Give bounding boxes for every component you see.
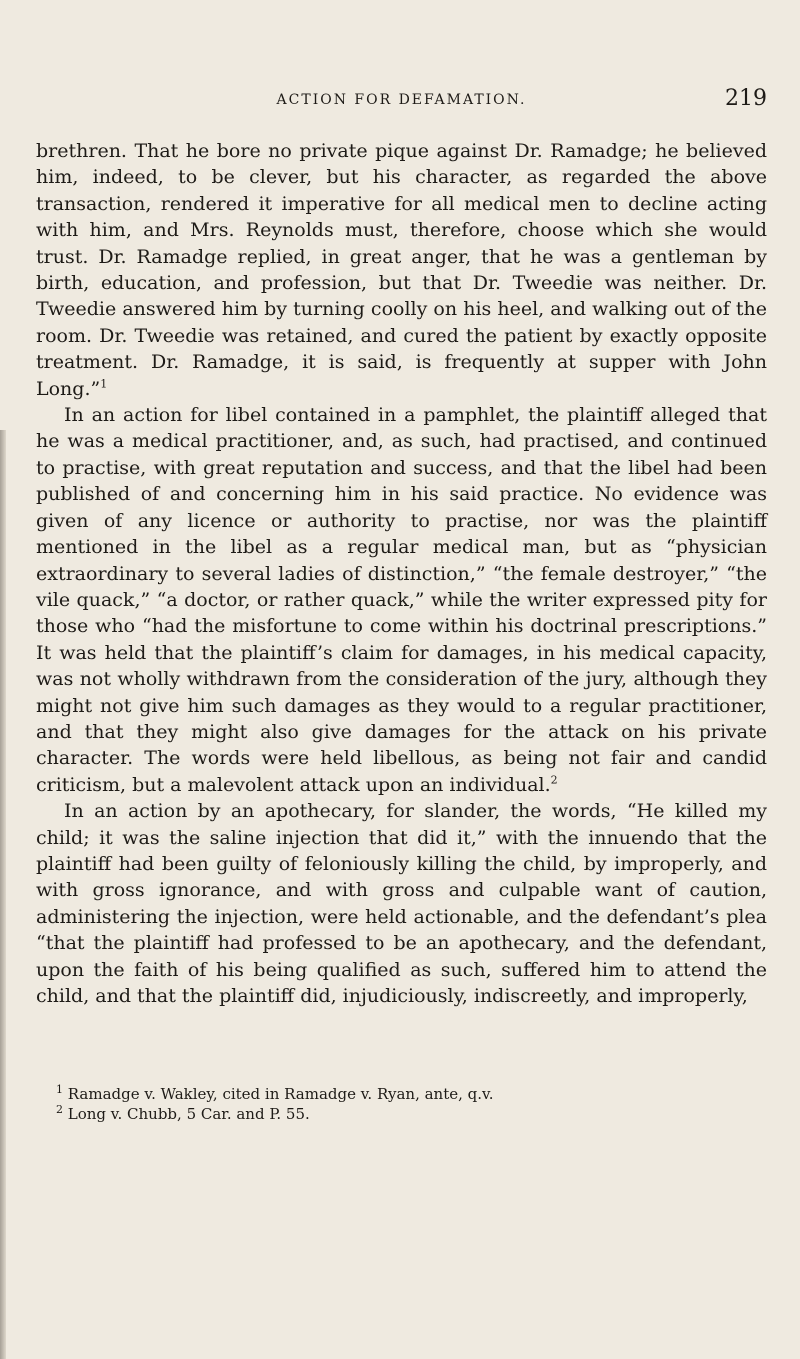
body-text xyxy=(36,138,767,1009)
paragraph-3 xyxy=(36,798,767,1009)
paragraph-1 xyxy=(36,138,767,402)
page-number: 219 xyxy=(725,86,767,111)
footnote-1 xyxy=(36,1084,767,1104)
footnote-2-mark: 2 xyxy=(56,1103,63,1116)
paragraph-2-text: In an action for libel contained in a pamphlet, the plaintiff alleged that he was a medical practitioner, and, as such, had practised, and continued to practise, with great reputation and success, and that the libel had been published of and concerning him in his said practice. No evidence was given of any licence or authority to practise, nor was the plaintiff mentioned in the libel as a regular medical man, but as “physician extraordinary to several ladies of distinction,” “the female destroyer,” “the vile quack,” “a doctor, or rather quack,” while the writer expressed pity for those who “had the misfortune to come within his doctrinal prescriptions.” It was held that the plaintiff’s claim for damages, in his medical capacity, was not wholly withdrawn from the consideration of the jury, although they might not give him such damages as they would to a regular practitioner, and that they might also give damages for the attack on his private character. The words were held libellous, as being not fair and candid criticism, but a malevolent attack upon an individual. xyxy=(36,404,767,796)
footnote-2 xyxy=(36,1104,767,1124)
footnote-2-text: Long v. Chubb, 5 Car. and P. 55. xyxy=(67,1105,310,1123)
footnote-ref-2: 2 xyxy=(550,773,558,787)
paragraph-2 xyxy=(36,402,767,798)
footnote-1-text: Ramadge v. Wakley, cited in Ramadge v. Ryan, ante, q.v. xyxy=(67,1085,494,1103)
footnote-ref-1: 1 xyxy=(100,377,108,391)
running-title: ACTION FOR DEFAMATION. xyxy=(276,92,527,108)
paragraph-3-text: In an action by an apothecary, for slander, the words, “He killed my child; it was the saline injection that did it,” with the innuendo that the plaintiff had been guilty of feloniously killing the child, by improperly, and with gross ignorance, and with gross and culpable want of caution, administering the injection, were held actionable, and the defendant’s plea “that the plaintiff had professed to be an apothecary, and the defendant, upon the faith of his being qualified as such, suffered him to attend the child, and that the plaintiff did, injudiciously, indiscreetly, and improperly, xyxy=(36,800,767,1007)
scan-edge-shadow xyxy=(0,430,6,1359)
footnotes xyxy=(36,1084,767,1124)
page-header xyxy=(36,86,767,120)
paragraph-1-text: brethren. That he bore no private pique against Dr. Ramadge; he believed him, indeed, to be clever, but his character, as regarded the above transaction, rendered it imperative for all medical men to decline acting with him, and Mrs. Reynolds must, therefore, choose which she would trust. Dr. Ramadge replied, in great anger, that he was a gentleman by birth, education, and profession, but that Dr. Tweedie was neither. Dr. Tweedie answered him by turning coolly on his heel, and walking out of the room. Dr. Tweedie was retained, and cured the patient by exactly opposite treatment. Dr. Ramadge, it is said, is frequently at supper with John Long.” xyxy=(36,140,767,400)
footnote-1-mark: 1 xyxy=(56,1083,63,1096)
